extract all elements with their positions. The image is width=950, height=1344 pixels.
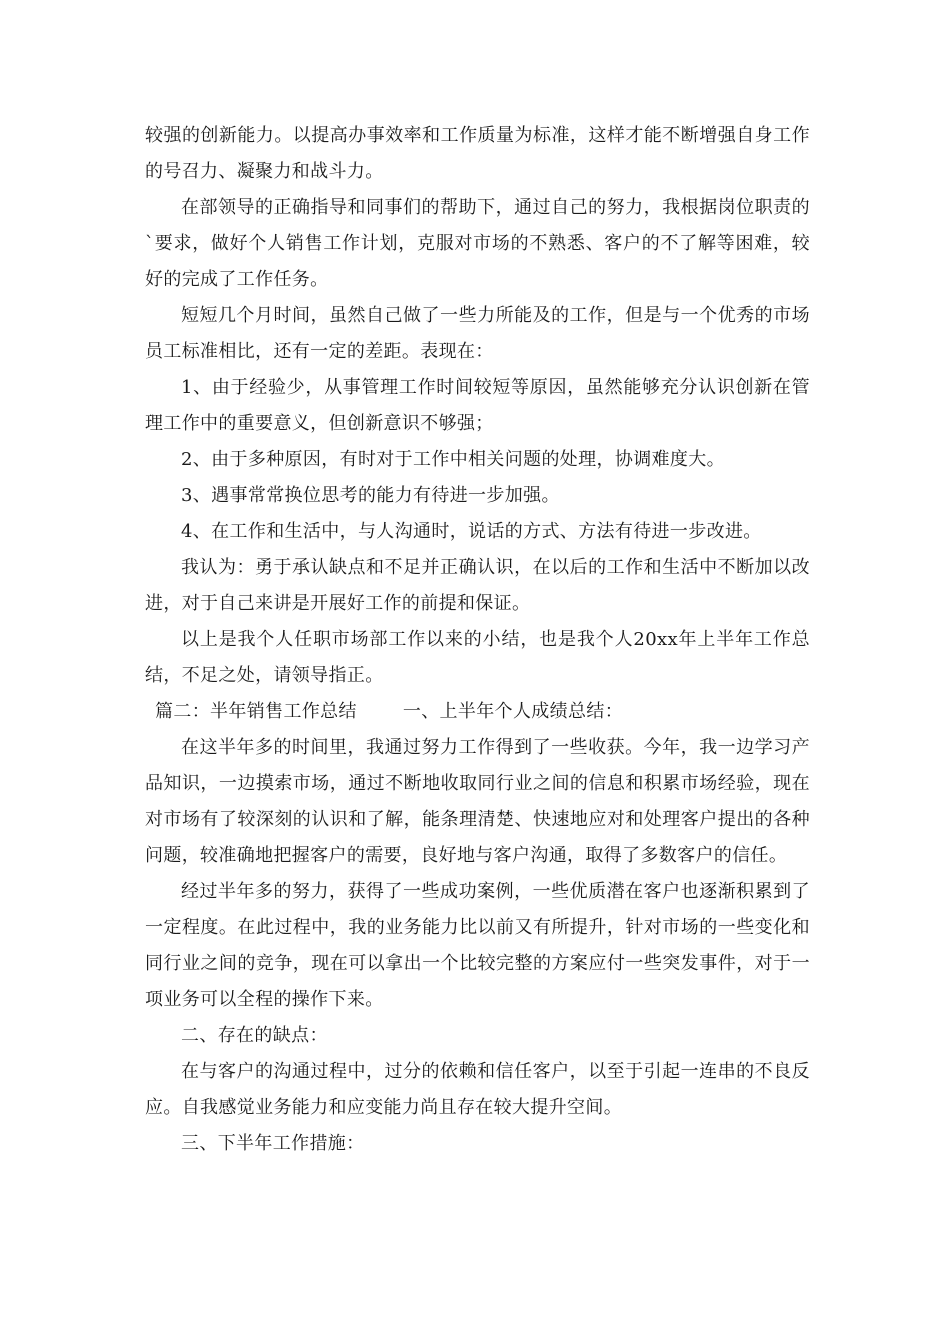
part-title: 篇二：半年销售工作总结	[155, 701, 357, 722]
document-body	[145, 118, 810, 1162]
part-heading-row	[145, 694, 810, 730]
paragraph: 我认为：勇于承认缺点和不足并正确认识，在以后的工作和生活中不断加以改进，对于自己来讲是开展好工作的前提和保证。	[145, 557, 810, 614]
paragraph: 在与客户的沟通过程中，过分的依赖和信任客户，以至于引起一连串的不良反应。自我感觉业务能力和应变能力尚且存在较大提升空间。	[145, 1061, 810, 1118]
list-item: 1、由于经验少，从事管理工作时间较短等原因，虽然能够充分认识创新在管理工作中的重要意义，但创新意识不够强；	[145, 377, 810, 434]
paragraph: 经过半年多的努力，获得了一些成功案例，一些优质潜在客户也逐渐积累到了一定程度。在此过程中，我的业务能力比以前又有所提升，针对市场的一些变化和同行业之间的竞争，现在可以拿出一个比较完整的方案应付一些突发事件，对于一项业务可以全程的操作下来。	[145, 881, 810, 1010]
paragraph: 在这半年多的时间里，我通过努力工作得到了一些收获。今年，我一边学习产品知识，一边摸索市场，通过不断地收取同行业之间的信息和积累市场经验，现在对市场有了较深刻的认识和了解，能条理清楚、快速地应对和处理客户提出的各种问题，较准确地把握客户的需要，良好地与客户沟通，取得了多数客户的信任。	[145, 737, 810, 866]
paragraph: 短短几个月时间，虽然自己做了一些力所能及的工作，但是与一个优秀的市场员工标准相比，还有一定的差距。表现在：	[145, 305, 810, 362]
paragraph: 以上是我个人任职市场部工作以来的小结，也是我个人20xx年上半年工作总结，不足之处，请领导指正。	[145, 629, 810, 686]
section-heading: 二、存在的缺点：	[181, 1025, 328, 1046]
list-item: 4、在工作和生活中，与人沟通时，说话的方式、方法有待进一步改进。	[181, 521, 762, 542]
section-heading: 一、上半年个人成绩总结：	[402, 701, 624, 722]
list-item: 3、遇事常常换位思考的能力有待进一步加强。	[181, 485, 560, 506]
paragraph: 较强的创新能力。以提高办事效率和工作质量为标准，这样才能不断增强自身工作的号召力、凝聚力和战斗力。	[145, 125, 810, 182]
paragraph: 在部领导的正确指导和同事们的帮助下，通过自己的努力，我根据岗位职责的`要求，做好个人销售工作计划，克服对市场的不熟悉、客户的不了解等困难，较好的完成了工作任务。	[145, 197, 810, 290]
list-item: 2、由于多种原因，有时对于工作中相关问题的处理，协调难度大。	[181, 449, 725, 470]
section-heading: 三、下半年工作措施：	[181, 1133, 365, 1154]
